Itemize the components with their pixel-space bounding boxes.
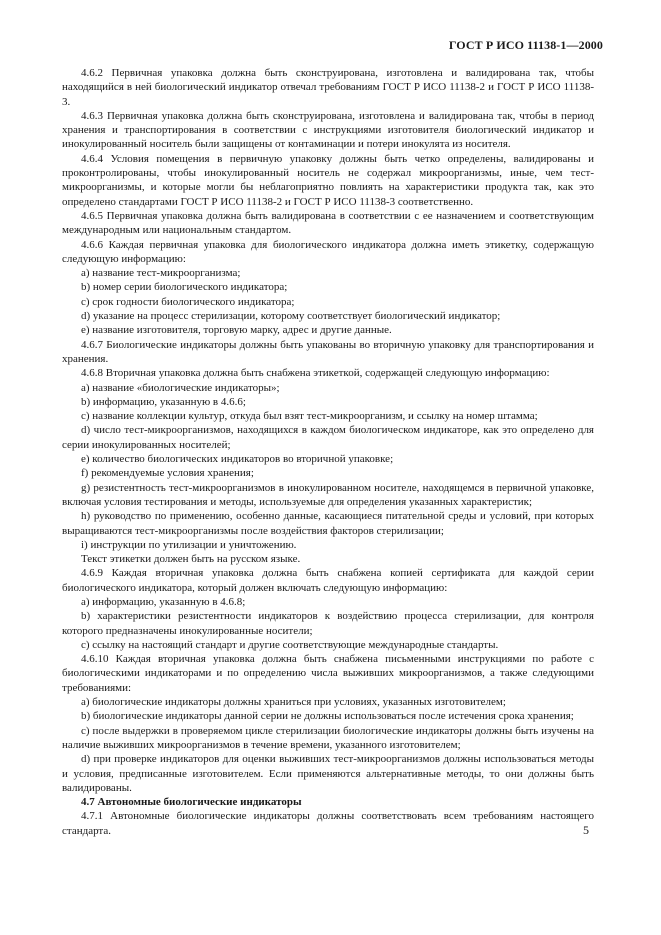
list-item: g) резистентность тест-микроорганизмов в инокулированном носителе, находящемся в первичной упаковке, включая условия тестирования и методы, используемые для определения указанных характеристик; [62, 481, 594, 508]
page-number: 5 [583, 823, 589, 837]
list-item: e) название изготовителя, торговую марку, адрес и другие данные. [81, 324, 392, 337]
paragraph-4-6-2: 4.6.2 Первичная упаковка должна быть сконструирована, изготовлена и валидирована так, чтобы находящийся в ней биологический индикатор отвечал требованиям ГОСТ Р ИСО 11138-2 и ГОСТ Р ИСО 11138-3. [62, 67, 594, 108]
document-body [62, 66, 594, 838]
label-language-note: Текст этикетки должен быть на русском языке. [81, 553, 301, 566]
list-item: c) срок годности биологического индикатора; [81, 295, 295, 308]
paragraph-4-6-10: 4.6.10 Каждая вторичная упаковка должна быть снабжена письменными инструкциями по работе с биологическими индикаторами и по определению числа выживших микроорганизмов, а также следующими требованиями: [62, 653, 594, 694]
list-item: b) номер серии биологического индикатора; [81, 281, 288, 294]
list-item: c) после выдержки в проверяемом цикле стерилизации биологические индикаторы должны быть изучены на наличие выживших микроорганизмов в течение времени, указанного изготовителем; [62, 724, 594, 751]
paragraph-4-6-6: 4.6.6 Каждая первичная упаковка для биологического индикатора должна иметь этикетку, содержащую следующую информацию: [62, 238, 594, 265]
list-item: b) биологические индикаторы данной серии не должны использоваться после истечения срока хранения; [81, 710, 574, 723]
list-item: e) количество биологических индикаторов во вторичной упаковке; [81, 453, 394, 466]
list-item: d) число тест-микроорганизмов, находящихся в каждом биологическом индикаторе, как это определено для серии инокулированных носителей; [62, 424, 594, 451]
section-heading-4-7: 4.7 Автономные биологические индикаторы [81, 796, 302, 809]
list-item: a) биологические индикаторы должны храниться при условиях, указанных изготовителем; [81, 696, 506, 709]
paragraph-4-6-4: 4.6.4 Условия помещения в первичную упаковку должны быть четко определены, валидированы и проконтролированы, чтобы инокулированный носитель не содержал микроорганизмы, иные, чем тест-микроорганизмы, и которые могли бы неблагоприятно повлиять на характеристики продукта так, как это определено стандартами ГОСТ Р ИСО 11138-2 и ГОСТ Р ИСО 11138-3 соответственно. [62, 152, 594, 208]
list-item: i) инструкции по утилизации и уничтожению. [81, 538, 297, 551]
list-item: h) руководство по применению, особенно данные, касающиеся питательной среды и условий, при которых выращиваются тест-микроорганизмы после воздействия факторов стерилизации; [62, 510, 594, 537]
list-item: b) информацию, указанную в 4.6.6; [81, 395, 246, 408]
list-item: c) название коллекции культур, откуда был взят тест-микроорганизм, и ссылку на номер штамма; [81, 410, 538, 423]
standard-header: ГОСТ Р ИСО 11138-1—2000 [448, 38, 603, 52]
paragraph-4-6-7: 4.6.7 Биологические индикаторы должны быть упакованы во вторичную упаковку для транспортирования и хранения. [62, 338, 594, 365]
list-item: a) информацию, указанную в 4.6.8; [81, 595, 246, 608]
paragraph-4-7-1: 4.7.1 Автономные биологические индикаторы должны соответствовать всем требованиям настоящего стандарта. [62, 810, 594, 837]
list-item: a) название «биологические индикаторы»; [81, 381, 280, 394]
list-item: c) ссылку на настоящий стандарт и другие соответствующие международные стандарты. [81, 638, 499, 651]
list-item: a) название тест-микроорганизма; [81, 267, 241, 280]
list-item: d) при проверке индикаторов для оценки выживших тест-микроорганизмов должны использоваться методы и условия, предписанные изготовителем. Если применяются альтернативные методы, то они должны быть валидированы. [62, 753, 594, 794]
paragraph-4-6-3: 4.6.3 Первичная упаковка должна быть сконструирована, изготовлена и валидирована так, чтобы в период хранения и транспортирования в соответствии с инструкциями изготовителя биологический индикатор и инокулированный носитель были защищены от контаминации и потери инокулята из носителя. [62, 109, 594, 151]
list-item: b) характеристики резистентности индикаторов к воздействию процесса стерилизации, для контроля которого предназначены инокулированные носители; [62, 610, 594, 637]
list-item: d) указание на процесс стерилизации, которому соответствует биологический индикатор; [81, 310, 501, 323]
paragraph-4-6-9: 4.6.9 Каждая вторичная упаковка должна быть снабжена копией сертификата для каждой серии биологического индикатора, который должен включать следующую информацию: [62, 567, 594, 594]
paragraph-4-6-8: 4.6.8 Вторичная упаковка должна быть снабжена этикеткой, содержащей следующую информацию: [81, 367, 550, 380]
paragraph-4-6-5: 4.6.5 Первичная упаковка должна быть валидирована в соответствии с ее назначением и соответствующим международным или национальным стандартом. [62, 209, 594, 237]
list-item: f) рекомендуемые условия хранения; [81, 467, 254, 480]
